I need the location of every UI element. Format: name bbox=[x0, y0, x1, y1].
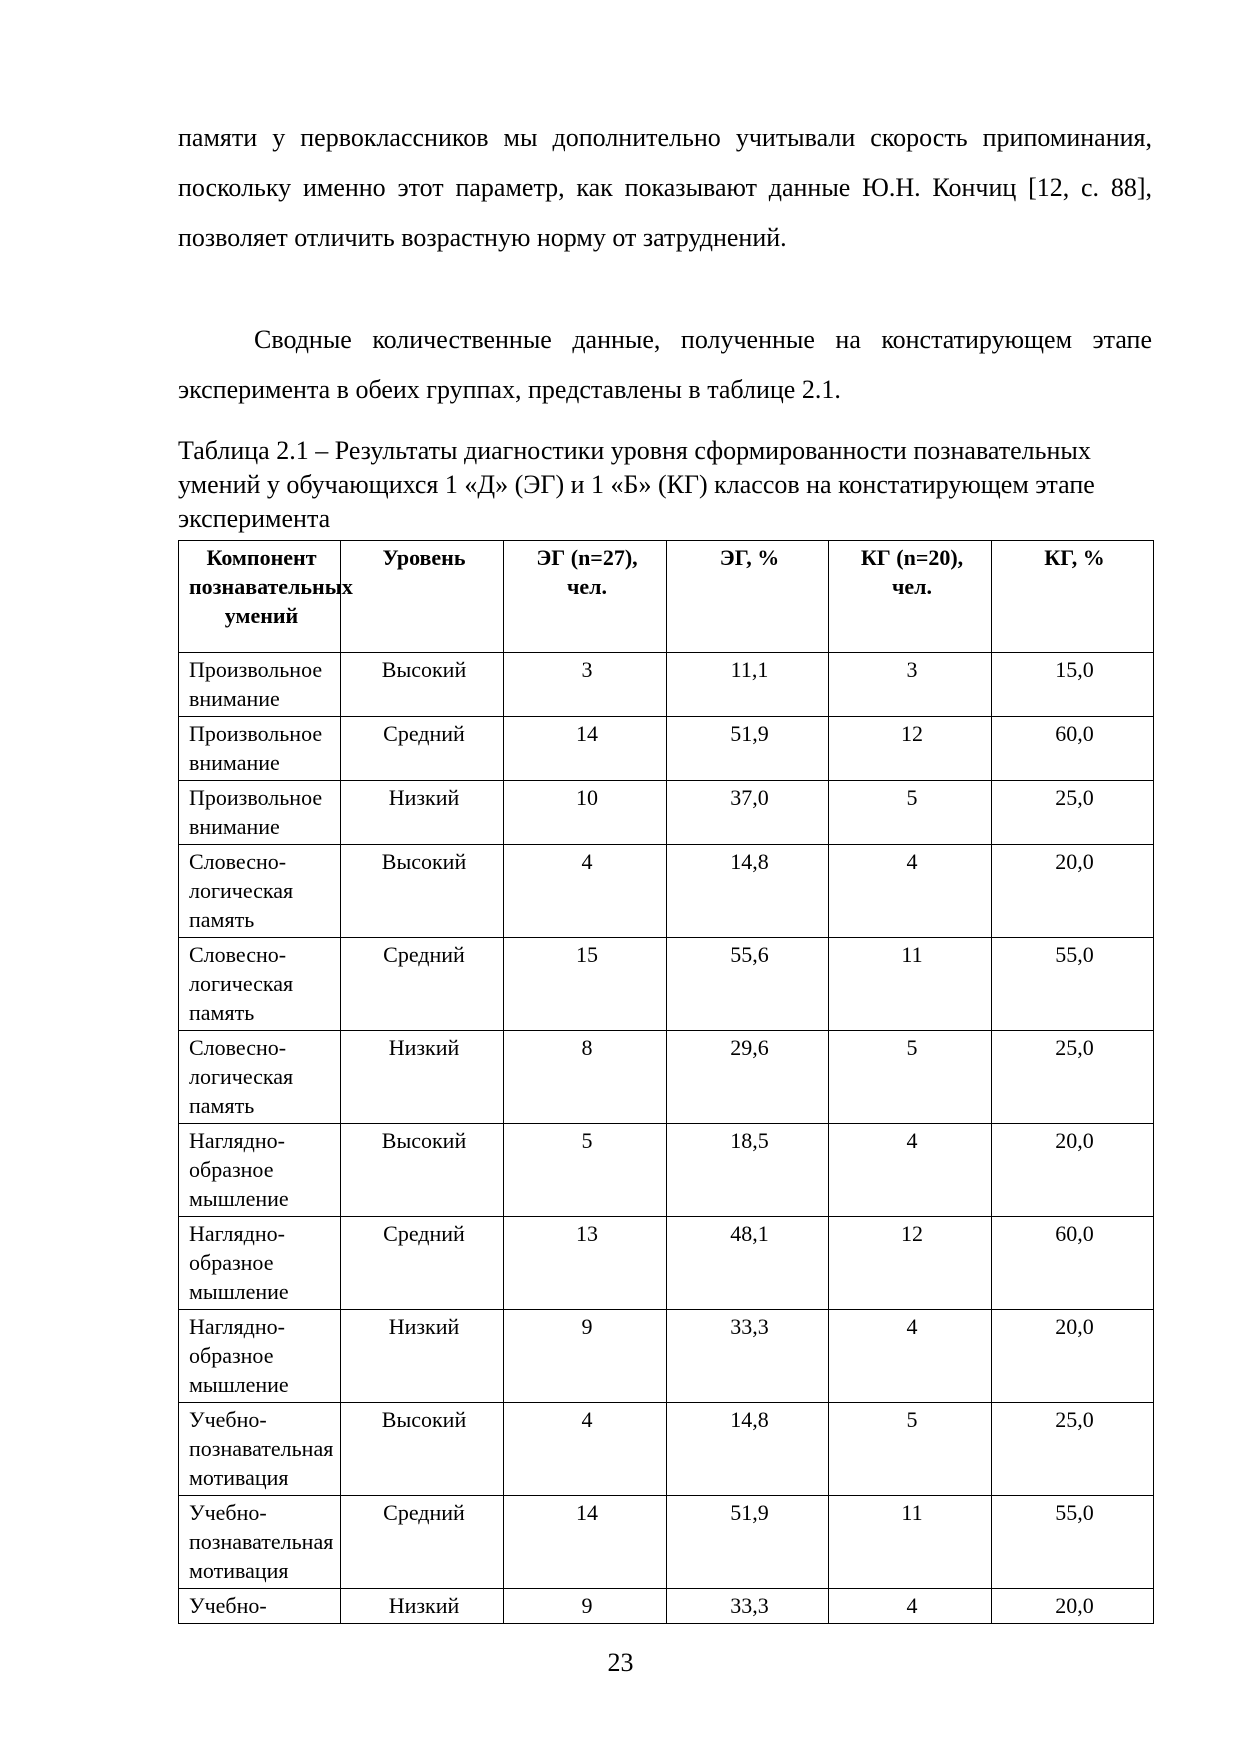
cell-level: Высокий bbox=[341, 653, 504, 717]
cell-eg-percent: 33,3 bbox=[667, 1589, 829, 1624]
cell-kg-count: 11 bbox=[829, 938, 992, 1031]
body-paragraph-1: памяти у первоклассников мы дополнительно учитывали скорость припоминания, поскольку именно этот параметр, как показывают данные Ю.Н. Кончиц [12, с. 88], позволяет отличить возрастную норму от затруднений. bbox=[178, 123, 1152, 252]
cell-level: Низкий bbox=[341, 1589, 504, 1624]
cell-level: Высокий bbox=[341, 845, 504, 938]
cell-kg-count: 3 bbox=[829, 653, 992, 717]
table-row bbox=[179, 1310, 1154, 1403]
cell-eg-count: 14 bbox=[504, 1496, 667, 1589]
cell-eg-percent: 37,0 bbox=[667, 781, 829, 845]
cell-kg-count: 4 bbox=[829, 845, 992, 938]
cell-component: Словесно-логическая память bbox=[179, 845, 341, 938]
header-level: Уровень bbox=[341, 541, 504, 653]
cell-eg-count: 15 bbox=[504, 938, 667, 1031]
cell-component: Учебно-познавательная мотивация bbox=[179, 1496, 341, 1589]
cell-kg-percent: 25,0 bbox=[992, 1403, 1154, 1496]
cell-kg-count: 5 bbox=[829, 1031, 992, 1124]
table-caption: Таблица 2.1 – Результаты диагностики уровня сформированности познавательных умений у обучающихся 1 «Д» (ЭГ) и 1 «Б» (КГ) классов на констатирующем этапе эксперимента bbox=[178, 436, 1095, 533]
cell-eg-count: 3 bbox=[504, 653, 667, 717]
cell-kg-percent: 20,0 bbox=[992, 1589, 1154, 1624]
cell-eg-count: 14 bbox=[504, 717, 667, 781]
cell-kg-count: 5 bbox=[829, 781, 992, 845]
cell-kg-count: 5 bbox=[829, 1403, 992, 1496]
cell-level: Средний bbox=[341, 1217, 504, 1310]
cell-eg-count: 9 bbox=[504, 1589, 667, 1624]
cell-eg-count: 10 bbox=[504, 781, 667, 845]
cell-eg-count: 4 bbox=[504, 845, 667, 938]
cell-eg-percent: 11,1 bbox=[667, 653, 829, 717]
table-row bbox=[179, 781, 1154, 845]
cell-kg-percent: 15,0 bbox=[992, 653, 1154, 717]
table-row bbox=[179, 653, 1154, 717]
cell-kg-count: 11 bbox=[829, 1496, 992, 1589]
header-eg-count: ЭГ (n=27), чел. bbox=[504, 541, 667, 653]
results-table bbox=[178, 540, 1154, 1624]
cell-eg-percent: 14,8 bbox=[667, 1403, 829, 1496]
table-row bbox=[179, 1403, 1154, 1496]
cell-component: Словесно-логическая память bbox=[179, 938, 341, 1031]
table-row bbox=[179, 1496, 1154, 1589]
table-row bbox=[179, 938, 1154, 1031]
cell-kg-percent: 20,0 bbox=[992, 845, 1154, 938]
cell-component: Произвольное внимание bbox=[179, 653, 341, 717]
cell-kg-count: 4 bbox=[829, 1124, 992, 1217]
header-eg-percent: ЭГ, % bbox=[667, 541, 829, 653]
table-row bbox=[179, 1124, 1154, 1217]
cell-level: Средний bbox=[341, 1496, 504, 1589]
table-header-row bbox=[179, 541, 1154, 653]
cell-component: Словесно-логическая память bbox=[179, 1031, 341, 1124]
cell-eg-percent: 33,3 bbox=[667, 1310, 829, 1403]
cell-kg-percent: 25,0 bbox=[992, 781, 1154, 845]
header-kg-count: КГ (n=20), чел. bbox=[829, 541, 992, 653]
cell-kg-percent: 60,0 bbox=[992, 1217, 1154, 1310]
cell-kg-percent: 20,0 bbox=[992, 1310, 1154, 1403]
cell-level: Высокий bbox=[341, 1124, 504, 1217]
cell-kg-count: 4 bbox=[829, 1310, 992, 1403]
table-row bbox=[179, 1217, 1154, 1310]
header-kg-percent: КГ, % bbox=[992, 541, 1154, 653]
cell-kg-percent: 60,0 bbox=[992, 717, 1154, 781]
table-row bbox=[179, 845, 1154, 938]
cell-component: Произвольное внимание bbox=[179, 781, 341, 845]
cell-component: Учебно-познавательная мотивация bbox=[179, 1403, 341, 1496]
cell-eg-percent: 51,9 bbox=[667, 717, 829, 781]
cell-eg-count: 4 bbox=[504, 1403, 667, 1496]
body-paragraph-2: Сводные количественные данные, полученные на констатирующем этапе эксперимента в обеих группах, представлены в таблице 2.1. bbox=[178, 325, 1152, 404]
cell-eg-count: 8 bbox=[504, 1031, 667, 1124]
header-component: Компонент познавательных умений bbox=[179, 541, 341, 653]
cell-level: Средний bbox=[341, 938, 504, 1031]
cell-eg-percent: 29,6 bbox=[667, 1031, 829, 1124]
cell-level: Низкий bbox=[341, 781, 504, 845]
cell-level: Низкий bbox=[341, 1031, 504, 1124]
cell-eg-percent: 14,8 bbox=[667, 845, 829, 938]
page-number: 23 bbox=[607, 1648, 634, 1677]
cell-eg-count: 5 bbox=[504, 1124, 667, 1217]
cell-level: Средний bbox=[341, 717, 504, 781]
cell-component: Учебно- bbox=[179, 1589, 341, 1624]
cell-kg-count: 12 bbox=[829, 717, 992, 781]
cell-kg-percent: 20,0 bbox=[992, 1124, 1154, 1217]
cell-component: Произвольное внимание bbox=[179, 717, 341, 781]
cell-kg-percent: 55,0 bbox=[992, 1496, 1154, 1589]
cell-level: Высокий bbox=[341, 1403, 504, 1496]
cell-component: Наглядно-образное мышление bbox=[179, 1217, 341, 1310]
cell-kg-count: 12 bbox=[829, 1217, 992, 1310]
table-row bbox=[179, 1589, 1154, 1624]
cell-component: Наглядно-образное мышление bbox=[179, 1310, 341, 1403]
cell-eg-percent: 48,1 bbox=[667, 1217, 829, 1310]
cell-eg-percent: 55,6 bbox=[667, 938, 829, 1031]
cell-eg-count: 13 bbox=[504, 1217, 667, 1310]
table-row bbox=[179, 717, 1154, 781]
cell-eg-percent: 18,5 bbox=[667, 1124, 829, 1217]
cell-level: Низкий bbox=[341, 1310, 504, 1403]
table-row bbox=[179, 1031, 1154, 1124]
cell-eg-count: 9 bbox=[504, 1310, 667, 1403]
cell-kg-count: 4 bbox=[829, 1589, 992, 1624]
cell-component: Наглядно-образное мышление bbox=[179, 1124, 341, 1217]
cell-kg-percent: 25,0 bbox=[992, 1031, 1154, 1124]
cell-eg-percent: 51,9 bbox=[667, 1496, 829, 1589]
cell-kg-percent: 55,0 bbox=[992, 938, 1154, 1031]
